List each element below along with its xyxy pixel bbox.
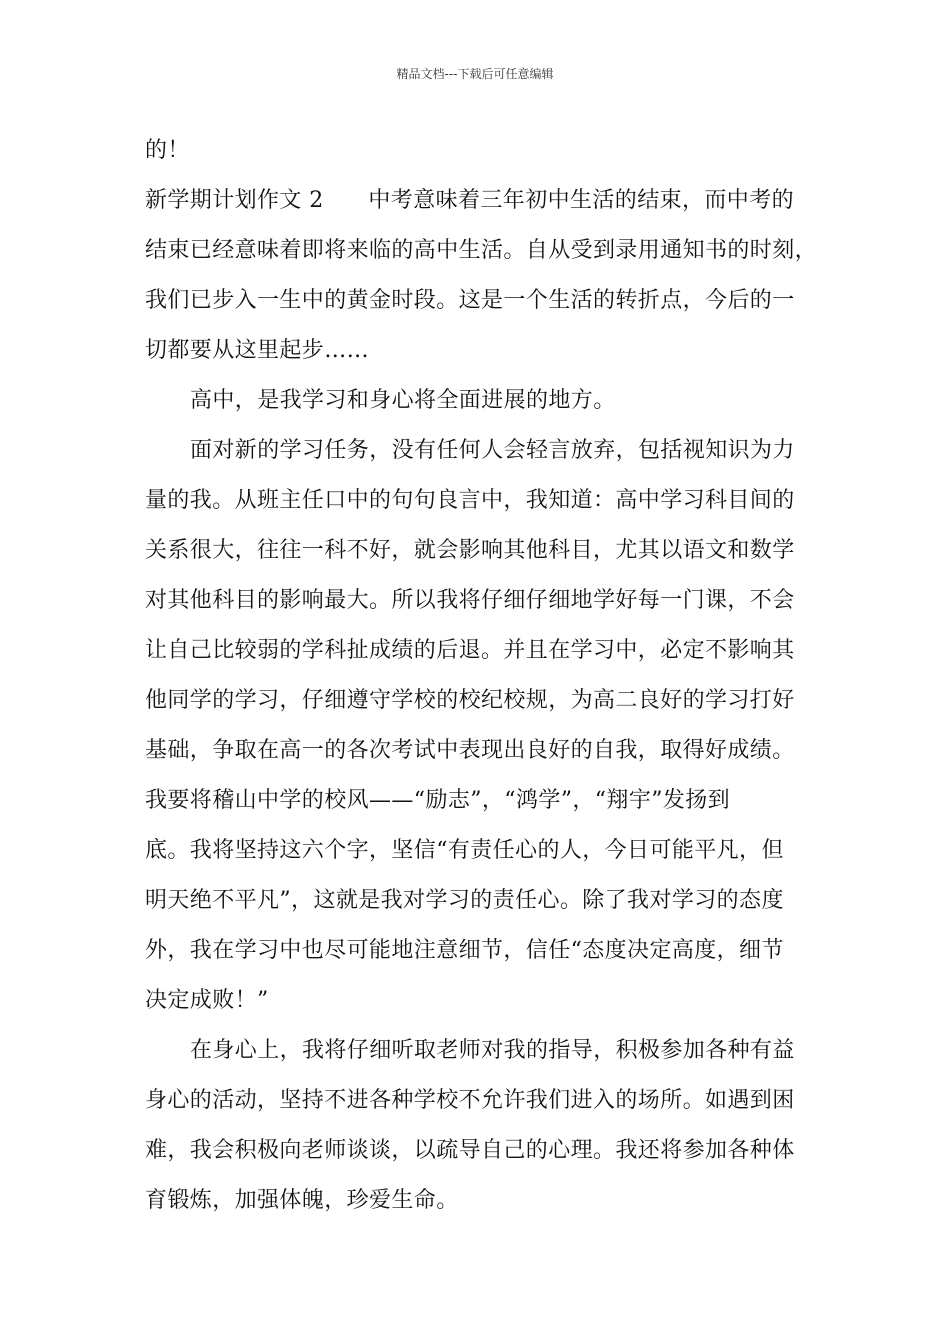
text-line: 高中，是我学习和身心将全面进展的地方。 [190,388,616,413]
text-line: 让自己比较弱的学科扯成绩的后退。并且在学习中，必定不影响其 [145,638,795,663]
text-line: 对其他科目的影响最大。所以我将仔细仔细地学好每一门课，不会 [145,588,795,613]
text-line: 我要将稽山中学的校风——“励志”，“鸿学”，“翔宇”发扬到 [145,788,731,813]
text-line: 量的我。从班主任口中的句句良言中，我知道：高中学习科目间的 [145,488,795,513]
text-line: 他同学的学习，仔细遵守学校的校纪校规，为高二良好的学习打好 [145,688,795,713]
text-line: 基础，争取在高一的各次考试中表现出良好的自我，取得好成绩。 [145,738,795,763]
text-line: 明天绝不平凡”，这就是我对学习的责任心。除了我对学习的态度 [145,888,784,913]
text-line: 育锻炼，加强体魄，珍爱生命。 [145,1188,459,1213]
text-line: 新学期计划作文 2 中考意味着三年初中生活的结束，而中考的 [145,188,794,213]
text-line: 决定成败！” [145,988,269,1013]
text-line: 切都要从这里起步…… [145,338,370,363]
text-line: 外，我在学习中也尽可能地注意细节，信任“态度决定高度，细节 [145,938,784,963]
text-line: 身心的活动，坚持不进各种学校不允许我们进入的场所。如遇到困 [145,1088,795,1113]
text-line: 我们已步入一生中的黄金时段。这是一个生活的转折点，今后的一 [145,288,795,313]
page-header: 精品文档---下载后可任意编辑 [396,67,554,81]
text-line: 难，我会积极向老师谈谈，以疏导自己的心理。我还将参加各种体 [145,1138,795,1163]
text-line: 关系很大，往往一科不好，就会影响其他科目，尤其以语文和数学 [145,538,795,563]
text-line: 底。我将坚持这六个字，坚信“有责任心的人，今日可能平凡，但 [145,838,784,863]
text-line: 结束已经意味着即将来临的高中生活。自从受到录用通知书的时刻， [145,238,818,263]
text-line: 在身心上，我将仔细听取老师对我的指导，积极参加各种有益 [190,1038,795,1063]
text-line: 面对新的学习任务，没有任何人会轻言放弃，包括视知识为力 [190,438,795,463]
text-line: 的！ [145,138,190,163]
